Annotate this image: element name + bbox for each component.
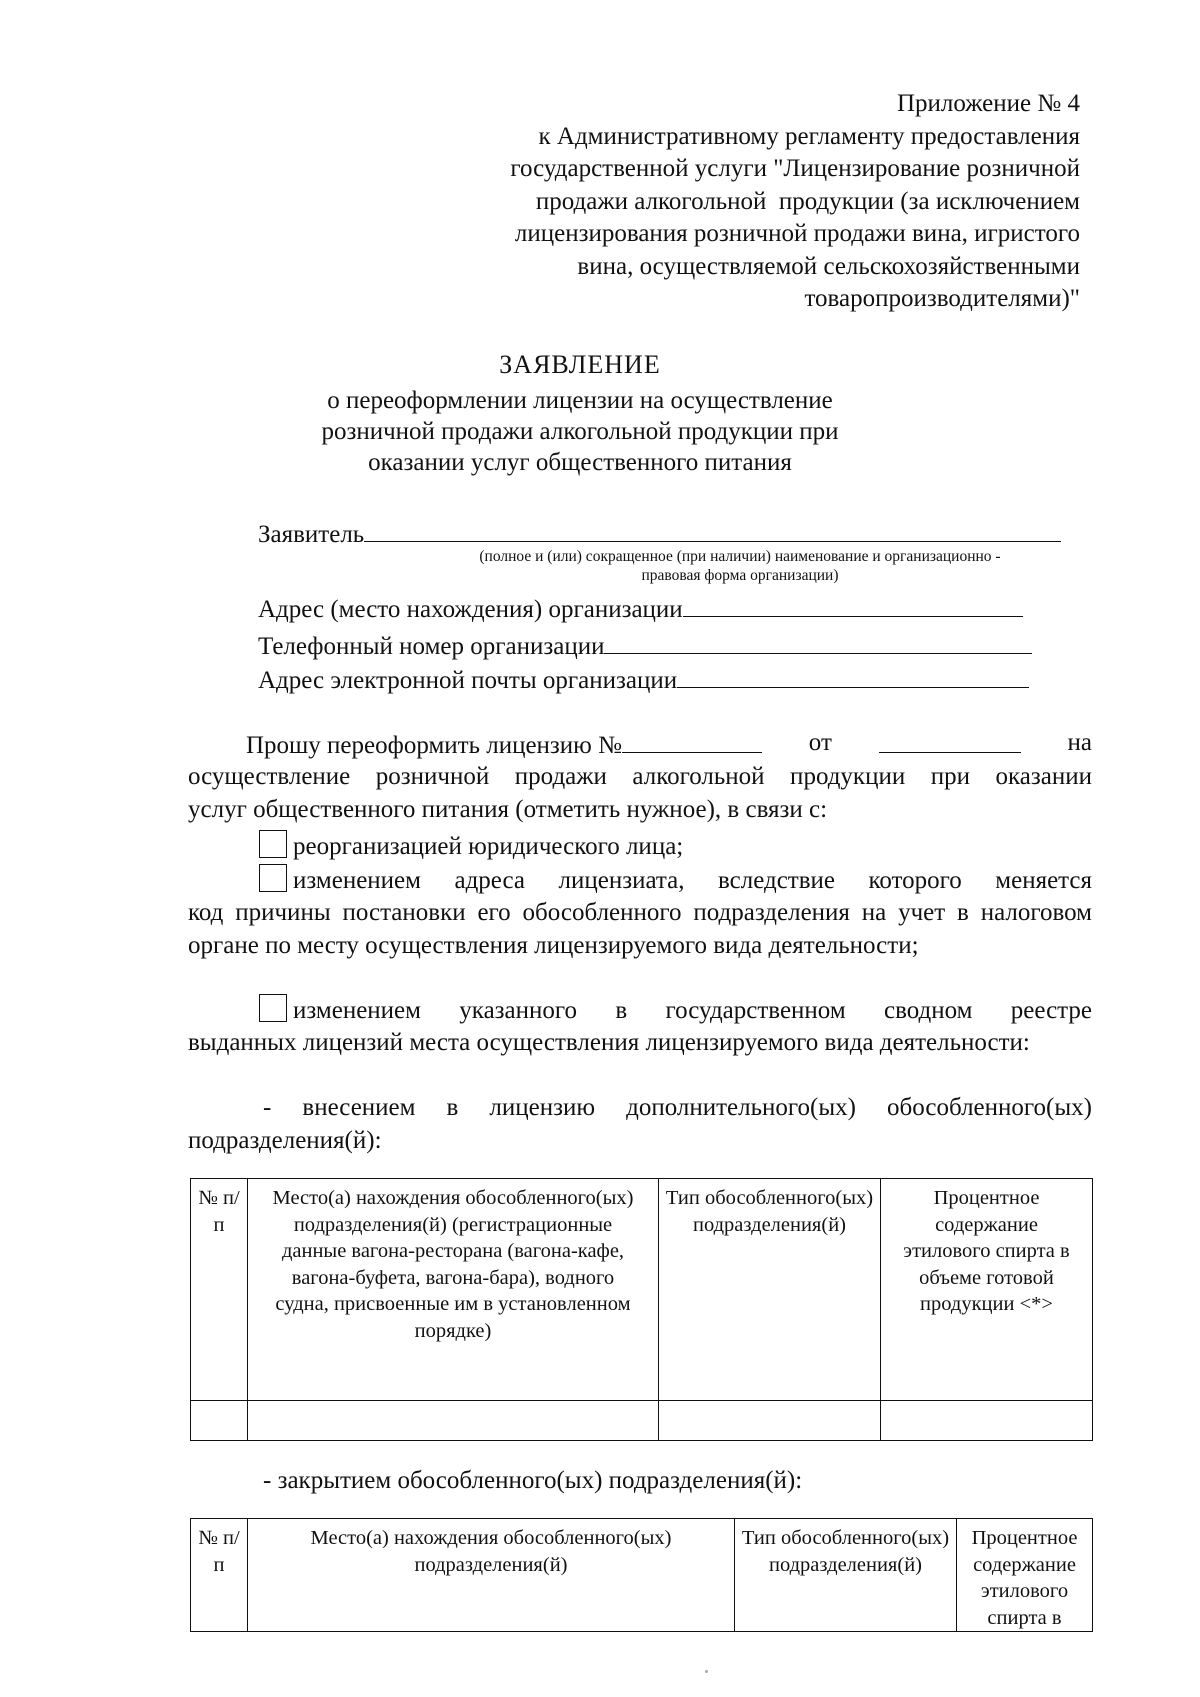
table-cell[interactable] [248,1401,659,1441]
email-row [258,663,1029,696]
appendix-line: товаропроизводителями)" [804,285,1080,312]
col-type-header: Тип обособленного(ых) подразделения(й) [735,1519,957,1632]
col-location-header: Место(а) нахождения обособленного(ых) подразделения(й) [248,1519,735,1632]
subtitle-line: о переоформлении лицензии на осуществление [327,387,833,414]
request-line-1 [246,728,1092,761]
address-field[interactable] [683,592,1023,617]
checkbox[interactable] [259,994,287,1022]
checkbox[interactable] [259,830,287,858]
caption-line: (полное и (или) сокращенное (при наличии) наименование и организационно - [479,548,1001,565]
table-header-row [191,1519,1093,1632]
col-type-header: Тип обособленного(ых) подразделения(й) [659,1179,881,1401]
subtitle-line: оказании услуг общественного питания [368,449,792,476]
applicant-caption [380,547,1100,585]
request-end: на [1067,729,1092,756]
closed-units-table [190,1518,1093,1632]
email-field[interactable] [677,663,1029,688]
phone-field[interactable] [604,629,1032,654]
col-alcohol-header: Процентное содержание этилового спирта в объеме готовой продукции <*> [881,1179,1093,1401]
option-address-change-line1 [259,864,1092,896]
appendix-line: вина, осуществляемой сельскохозяйственными [577,252,1080,280]
address-row [258,592,1023,625]
appendix-block [380,88,1080,316]
closure-line: - закрытием обособленного(ых) подразделения(й): [263,1467,803,1494]
address-label: Адрес (место нахождения) организации [258,596,683,623]
license-date-field[interactable] [879,728,1021,753]
subtitle-line: розничной продажи алкогольной продукции при [321,418,839,445]
phone-label: Телефонный номер организации [258,633,605,660]
applicant-field[interactable] [364,517,1061,542]
request-line-3: услуг общественного питания (отметить нужное), в связи с: [188,796,828,823]
option-text: изменением адреса лицензиата, вследствие которого меняется [293,867,1092,894]
appendix-line: продажи алкогольной продукции (за исключением [535,187,1080,215]
license-number-field[interactable] [622,728,762,753]
col-number-header: № п/п [191,1519,248,1632]
table-cell[interactable] [881,1401,1093,1441]
appendix-line: государственной услуги "Лицензирование розничной [510,155,1080,182]
option-reorganization [259,830,683,862]
applicant-row [258,517,1061,550]
document-title: ЗАЯВЛЕНИЕ [499,350,661,379]
email-label: Адрес электронной почты организации [258,667,678,694]
col-number-header: № п/п [191,1179,248,1401]
appendix-line: лицензирования розничной продажи вина, игристого [514,220,1080,247]
option-text: реорганизацией юридического лица; [293,833,684,860]
additional-units-table [190,1178,1093,1441]
caption-line: правовая форма организации) [641,567,839,584]
appendix-line: к Административному регламенту предоставления [538,122,1080,150]
request-start: Прошу переоформить лицензию № [246,732,622,759]
phone-row [258,629,1032,662]
option-address-change-rest: код причины постановки его обособленного подразделения на учет в налоговом органе по месту осуществления лицензируемого вида деятельности; [188,899,1092,959]
request-line-2: осуществление розничной продажи алкогольной продукции при оказании [188,763,1092,790]
option-registry-change-rest: выданных лицензий места осуществления лицензируемого вида деятельности: [188,1029,1030,1056]
applicant-label: Заявитель [258,521,365,548]
table-cell[interactable] [191,1401,248,1441]
addition-line2: подразделения(й): [188,1127,382,1154]
request-from: от [808,729,832,756]
document-subtitle [300,385,860,478]
option-text: изменением указанного в государственном сводном реестре [293,997,1092,1024]
addition-line1: - внесением в лицензию дополнительного(ых) обособленного(ых) [263,1094,1092,1121]
table-header-row [191,1179,1093,1401]
table-row [191,1401,1093,1441]
appendix-label: Приложение № 4 [896,90,1080,117]
option-registry-change-line1 [259,994,1092,1026]
col-location-header: Место(а) нахождения обособленного(ых) подразделения(й) (регистрационные данные вагона-ресторана (вагона-кафе, вагона-буфета, вагона-бара), водного судна, присвоенные им в установленном порядке) [248,1179,659,1401]
checkbox[interactable] [259,864,287,892]
table-cell[interactable] [659,1401,881,1441]
scan-speck [705,1670,708,1673]
col-alcohol-header: Процентное содержание этилового спирта в [957,1519,1093,1632]
